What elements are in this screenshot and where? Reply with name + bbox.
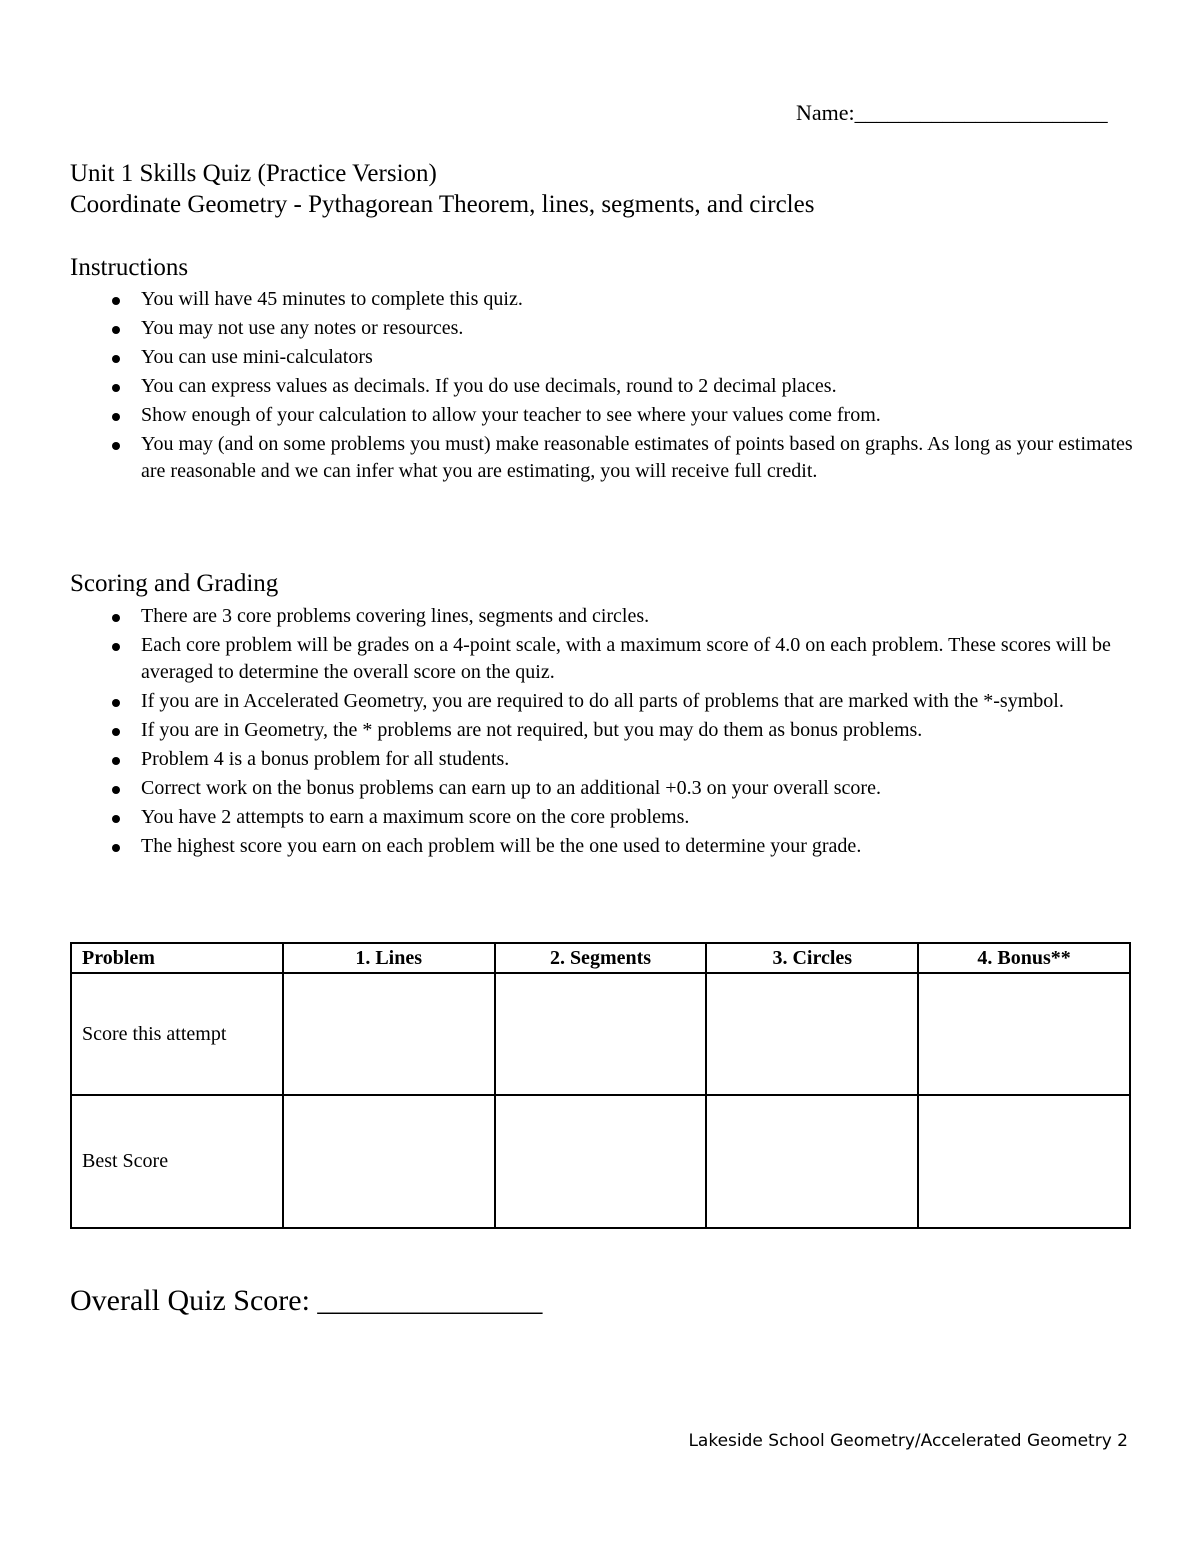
list-item: Each core problem will be grades on a 4-point scale, with a maximum score of 4.0 on each problem. These scores will be averaged to determine the overall score on the quiz.	[70, 632, 1140, 686]
page-footer: Lakeside School Geometry/Accelerated Geometry 2	[688, 1431, 1128, 1451]
col-header-problem: Problem	[71, 943, 283, 973]
score-cell[interactable]	[283, 1095, 495, 1228]
list-item: The highest score you earn on each problem will be the one used to determine your grade.	[70, 833, 1140, 860]
score-cell[interactable]	[495, 973, 707, 1095]
list-item: You will have 45 minutes to complete this quiz.	[70, 286, 1140, 313]
col-header-lines: 1. Lines	[283, 943, 495, 973]
name-field-label: Name:_______________________	[796, 100, 1108, 125]
list-item: You can express values as decimals. If you do use decimals, round to 2 decimal places.	[70, 373, 1140, 400]
table-header-row	[71, 943, 1130, 973]
score-cell[interactable]	[918, 973, 1130, 1095]
list-item: Correct work on the bonus problems can earn up to an additional +0.3 on your overall score.	[70, 775, 1140, 802]
col-header-circles: 3. Circles	[706, 943, 918, 973]
list-item: Show enough of your calculation to allow your teacher to see where your values come from.	[70, 402, 1140, 429]
list-item: If you are in Accelerated Geometry, you are required to do all parts of problems that are marked with the *-symbol.	[70, 688, 1140, 715]
quiz-title: Unit 1 Skills Quiz (Practice Version)	[70, 160, 437, 187]
list-item: You may (and on some problems you must) make reasonable estimates of points based on graphs. As long as your estimates are reasonable and we can infer what you are estimating, you will receive full credit.	[70, 431, 1140, 485]
table-row	[71, 973, 1130, 1095]
scoring-heading: Scoring and Grading	[70, 570, 279, 597]
instructions-list	[70, 286, 1140, 487]
list-item: Problem 4 is a bonus problem for all students.	[70, 746, 1140, 773]
row-label: Best Score	[71, 1095, 283, 1228]
instructions-heading: Instructions	[70, 254, 189, 281]
row-label: Score this attempt	[71, 973, 283, 1095]
list-item: You can use mini-calculators	[70, 344, 1140, 371]
list-item: There are 3 core problems covering lines, segments and circles.	[70, 603, 1140, 630]
score-cell[interactable]	[495, 1095, 707, 1228]
score-cell[interactable]	[283, 973, 495, 1095]
table-row	[71, 1095, 1130, 1228]
score-cell[interactable]	[706, 1095, 918, 1228]
overall-score-label: Overall Quiz Score: _______________	[70, 1284, 543, 1317]
list-item: You have 2 attempts to earn a maximum score on the core problems.	[70, 804, 1140, 831]
scoring-list	[70, 603, 1140, 862]
score-table	[70, 942, 1131, 1229]
score-cell[interactable]	[706, 973, 918, 1095]
list-item: You may not use any notes or resources.	[70, 315, 1140, 342]
col-header-segments: 2. Segments	[495, 943, 707, 973]
quiz-subtitle: Coordinate Geometry - Pythagorean Theorem, lines, segments, and circles	[70, 191, 815, 218]
list-item: If you are in Geometry, the * problems are not required, but you may do them as bonus problems.	[70, 717, 1140, 744]
score-cell[interactable]	[918, 1095, 1130, 1228]
col-header-bonus: 4. Bonus**	[918, 943, 1130, 973]
